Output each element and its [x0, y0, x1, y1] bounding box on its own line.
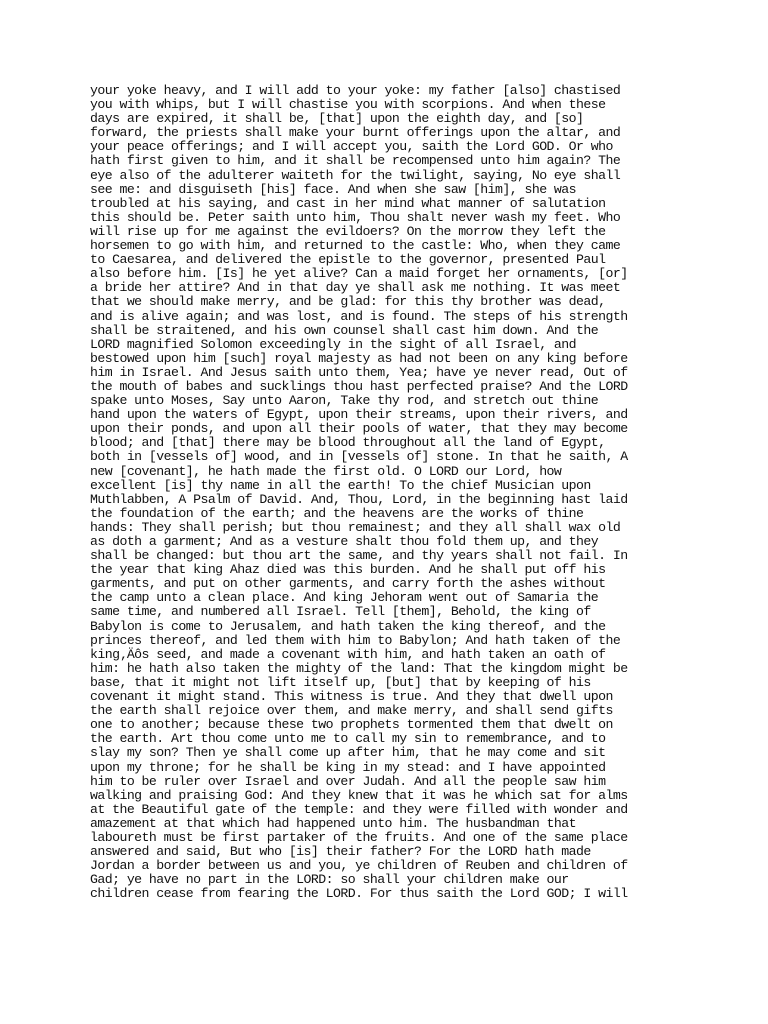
text-line: also before him. [Is] he yet alive? Can a maid forget her ornaments, [or] [90, 266, 628, 282]
text-line: your peace offerings; and I will accept you, saith the Lord GOD. Or who [90, 139, 613, 155]
text-line: walking and praising God: And they knew that it was he which sat for alms [90, 787, 628, 803]
text-line: upon their ponds, and upon all their pools of water, that they may become [90, 421, 628, 437]
text-line: laboureth must be first partaker of the fruits. And one of the same place [90, 829, 628, 845]
text-line: will rise up for me against the evildoers? On the morrow they left the [90, 223, 606, 239]
text-line: king‚Äôs seed, and made a covenant with him, and hath taken an oath of [90, 646, 606, 662]
text-line: slay my son? Then ye shall come up after him, that he may come and sit [90, 745, 606, 761]
text-line: and is alive again; and was lost, and is found. The steps of his strength [90, 308, 628, 324]
text-line: Babylon is come to Jerusalem, and hath taken the king thereof, and the [90, 618, 606, 634]
text-line: a bride her attire? And in that day ye shall ask me nothing. It was meet [90, 280, 621, 296]
text-line: the foundation of the earth; and the heavens are the works of thine [90, 505, 584, 521]
text-line: amazement at that which had happened unto him. The husbandman that [90, 815, 577, 831]
text-line: the earth shall rejoice over them, and make merry, and shall send gifts [90, 703, 613, 719]
text-line: days are expired, it shall be, [that] upon the eighth day, and [so] [90, 111, 584, 127]
text-line: upon my throne; for he shall be king in my stead: and I have appointed [90, 759, 606, 775]
text-line: him to be ruler over Israel and over Judah. And all the people saw him [90, 773, 606, 789]
text-line: you with whips, but I will chastise you with scorpions. And when these [90, 97, 606, 113]
text-line: Jordan a border between us and you, ye children of Reuben and children of [90, 858, 628, 874]
text-line: new [covenant], he hath made the first old. O LORD our Lord, how [90, 463, 562, 479]
text-line: one to another; because these two prophets tormented them that dwelt on [90, 717, 613, 733]
text-line: shall be changed: but thou art the same, and thy years shall not fail. In [90, 548, 628, 564]
text-line: covenant it might stand. This witness is true. And they that dwell upon [90, 689, 613, 705]
text-line: same time, and numbered all Israel. Tell [them], Behold, the king of [90, 604, 591, 620]
text-line: blood; and [that] there may be blood throughout all the land of Egypt, [90, 435, 606, 451]
text-line: garments, and put on other garments, and carry forth the ashes without [90, 576, 606, 592]
body-text [90, 84, 690, 901]
text-line: see me: and disguiseth [his] face. And when she saw [him], she was [90, 181, 577, 197]
text-line: him: he hath also taken the mighty of the land: That the kingdom might be [90, 660, 628, 676]
text-line: children cease from fearing the LORD. For thus saith the Lord GOD; I will [90, 886, 628, 902]
text-line: base, that it might not lift itself up, [but] that by keeping of his [90, 674, 591, 690]
text-line: the year that king Ahaz died was this burden. And he shall put off his [90, 562, 606, 578]
text-line: hath first given to him, and it shall be recompensed unto him again? The [90, 153, 621, 169]
text-line: troubled at his saying, and cast in her mind what manner of salutation [90, 195, 606, 211]
text-line: hands: They shall perish; but thou remainest; and they all shall wax old [90, 519, 621, 535]
text-line: your yoke heavy, and I will add to your yoke: my father [also] chastised [90, 83, 621, 98]
text-line: at the Beautiful gate of the temple: and they were filled with wonder and [90, 801, 628, 817]
text-line: bestowed upon him [such] royal majesty as had not been on any king before [90, 350, 628, 366]
text-line: as doth a garment; And as a vesture shalt thou fold them up, and they [90, 534, 599, 549]
text-line: Gad; ye have no part in the LORD: so shall your children make our [90, 872, 569, 888]
text-line: spake unto Moses, Say unto Aaron, Take thy rod, and stretch out thine [90, 393, 599, 409]
text-line: him in Israel. And Jesus saith unto them, Yea; have ye never read, Out of [90, 364, 628, 380]
text-line: horsemen to go with him, and returned to the castle: Who, when they came [90, 238, 621, 254]
text-line: LORD magnified Solomon exceedingly in the sight of all Israel, and [90, 336, 577, 352]
text-line: eye also of the adulterer waiteth for the twilight, saying, No eye shall [90, 167, 621, 183]
text-line: shall be straitened, and his own counsel shall cast him down. And the [90, 322, 599, 338]
text-line: forward, the priests shall make your burnt offerings upon the altar, and [90, 125, 621, 141]
text-line: princes thereof, and led them with him to Babylon; And hath taken of the [90, 632, 621, 648]
text-line: Muthlabben, A Psalm of David. And, Thou, Lord, in the beginning hast laid [90, 491, 628, 507]
text-line: both in [vessels of] wood, and in [vessels of] stone. In that he saith, A [90, 449, 628, 465]
text-line: the camp unto a clean place. And king Jehoram went out of Samaria the [90, 590, 599, 606]
text-line: hand upon the waters of Egypt, upon their streams, upon their rivers, and [90, 407, 628, 423]
text-line: the earth. Art thou come unto me to call my sin to remembrance, and to [90, 731, 606, 747]
text-line: the mouth of babes and sucklings thou hast perfected praise? And the LORD [90, 378, 628, 394]
text-line: that we should make merry, and be glad: for this thy brother was dead, [90, 294, 606, 310]
text-line: this should be. Peter saith unto him, Thou shalt never wash my feet. Who [90, 209, 621, 225]
text-line: excellent [is] thy name in all the earth! To the chief Musician upon [90, 477, 591, 493]
text-line: answered and said, But who [is] their father? For the LORD hath made [90, 844, 591, 860]
text-line: to Caesarea, and delivered the epistle to the governor, presented Paul [90, 252, 606, 268]
